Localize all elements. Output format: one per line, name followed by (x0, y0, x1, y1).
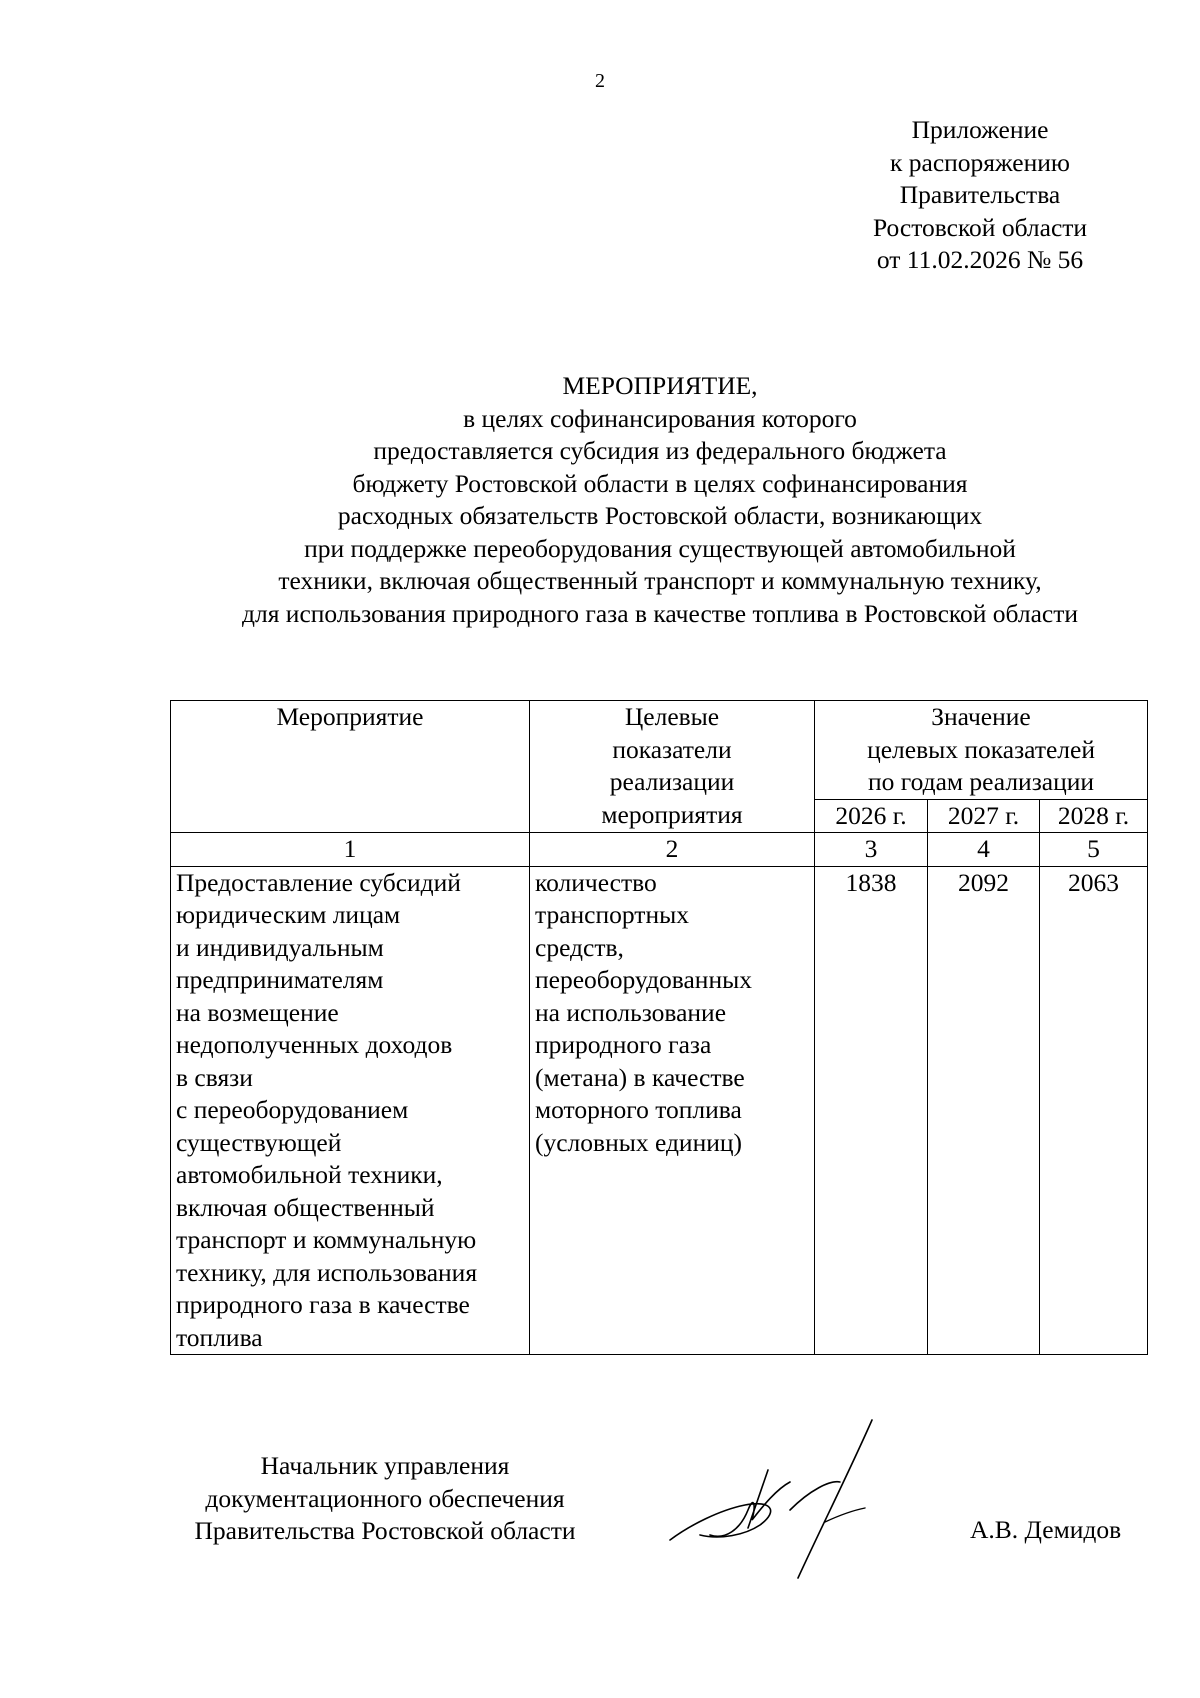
measure-line: автомобильной техники, (176, 1160, 443, 1189)
measure-line: на возмещение (176, 997, 339, 1027)
indicator-description (530, 866, 815, 1355)
measure-line: технику, для использования (176, 1257, 478, 1287)
header-indicators-line: показатели (612, 734, 732, 764)
header-values (815, 701, 1148, 800)
value-2026: 1838 (815, 866, 928, 1355)
header-indicators-line: Целевые (624, 702, 720, 731)
signatory-position-line: Правительства Ростовской области (194, 1516, 576, 1545)
signatory-position-line: Начальник управления (260, 1451, 510, 1480)
appendix-block (800, 114, 1160, 277)
title-line: в целях софинансирования которого (463, 403, 857, 433)
appendix-line: Ростовской области (872, 212, 1088, 242)
title-line: предоставляется субсидия из федерального бюджета (373, 436, 947, 465)
appendix-line: Приложение (911, 115, 1049, 144)
header-values-line: Значение (931, 702, 1031, 731)
column-number: 3 (815, 833, 928, 867)
appendix-line: Правительства (899, 180, 1061, 209)
table-row (171, 866, 1148, 1355)
measure-line: юридическим лицам (176, 900, 401, 929)
measure-line: включая общественный (176, 1192, 435, 1222)
measure-line: Предоставление субсидий (176, 867, 461, 897)
header-indicators-line: реализации (609, 767, 735, 796)
indicator-line: природного газа (535, 1030, 712, 1059)
column-number: 2 (530, 833, 815, 867)
header-measure: Мероприятие (171, 701, 530, 833)
header-year-2027: 2027 г. (928, 799, 1040, 833)
column-number: 1 (171, 833, 530, 867)
measure-line: предпринимателям (176, 965, 384, 994)
measure-line: существующей (176, 1127, 342, 1157)
signatory-position-line: документационного обеспечения (205, 1483, 565, 1513)
signatory-position (170, 1450, 600, 1548)
column-number: 5 (1040, 833, 1148, 867)
indicator-line: (условных единиц) (535, 1127, 743, 1157)
measure-line: транспорт и коммунальную (176, 1225, 477, 1254)
signatory-name: А.В. Демидов (970, 1515, 1122, 1544)
value-2027: 2092 (928, 866, 1040, 1355)
title-line: расходных обязательств Ростовской области, возникающих (337, 501, 983, 530)
measures-table (170, 700, 1148, 1355)
header-year-2026: 2026 г. (815, 799, 928, 833)
measure-line: и индивидуальным (176, 932, 384, 962)
header-year-2028: 2028 г. (1040, 799, 1148, 833)
appendix-line: к распоряжению (890, 147, 1070, 177)
indicator-line: (метана) в качестве (535, 1062, 745, 1092)
handwritten-signature (650, 1410, 930, 1590)
measure-line: с переоборудованием (176, 1095, 409, 1124)
document-title (150, 370, 1170, 630)
header-indicators-line: мероприятия (601, 799, 743, 829)
indicator-line: на использование (535, 997, 727, 1027)
title-line: при поддержке переоборудования существующей автомобильной (304, 533, 1016, 563)
appendix-line: от 11.02.2026 № 56 (876, 245, 1084, 274)
indicator-line: транспортных (535, 900, 689, 929)
title-line: для использования природного газа в качестве топлива в Ростовской области (242, 598, 1078, 628)
indicator-line: количество (535, 867, 657, 897)
header-values-line: по годам реализации (867, 767, 1095, 796)
indicator-line: переоборудованных (535, 965, 752, 994)
value-2028: 2063 (1040, 866, 1148, 1355)
page-number: 2 (595, 70, 605, 92)
measure-line: топлива (176, 1322, 263, 1352)
indicator-line: средств, (535, 932, 624, 962)
title-line: бюджету Ростовской области в целях софинансирования (352, 468, 968, 498)
measure-line: в связи (176, 1062, 253, 1092)
title-line: МЕРОПРИЯТИЕ, (562, 371, 758, 400)
header-indicators (530, 701, 815, 833)
title-line: техники, включая общественный транспорт и коммунальную технику, (278, 566, 1042, 595)
measure-line: природного газа в качестве (176, 1290, 470, 1319)
measure-description (171, 866, 530, 1355)
measure-line: недополученных доходов (176, 1030, 453, 1059)
column-number-row (171, 833, 1148, 867)
header-values-line: целевых показателей (867, 734, 1095, 764)
indicator-line: моторного топлива (535, 1095, 742, 1124)
column-number: 4 (928, 833, 1040, 867)
